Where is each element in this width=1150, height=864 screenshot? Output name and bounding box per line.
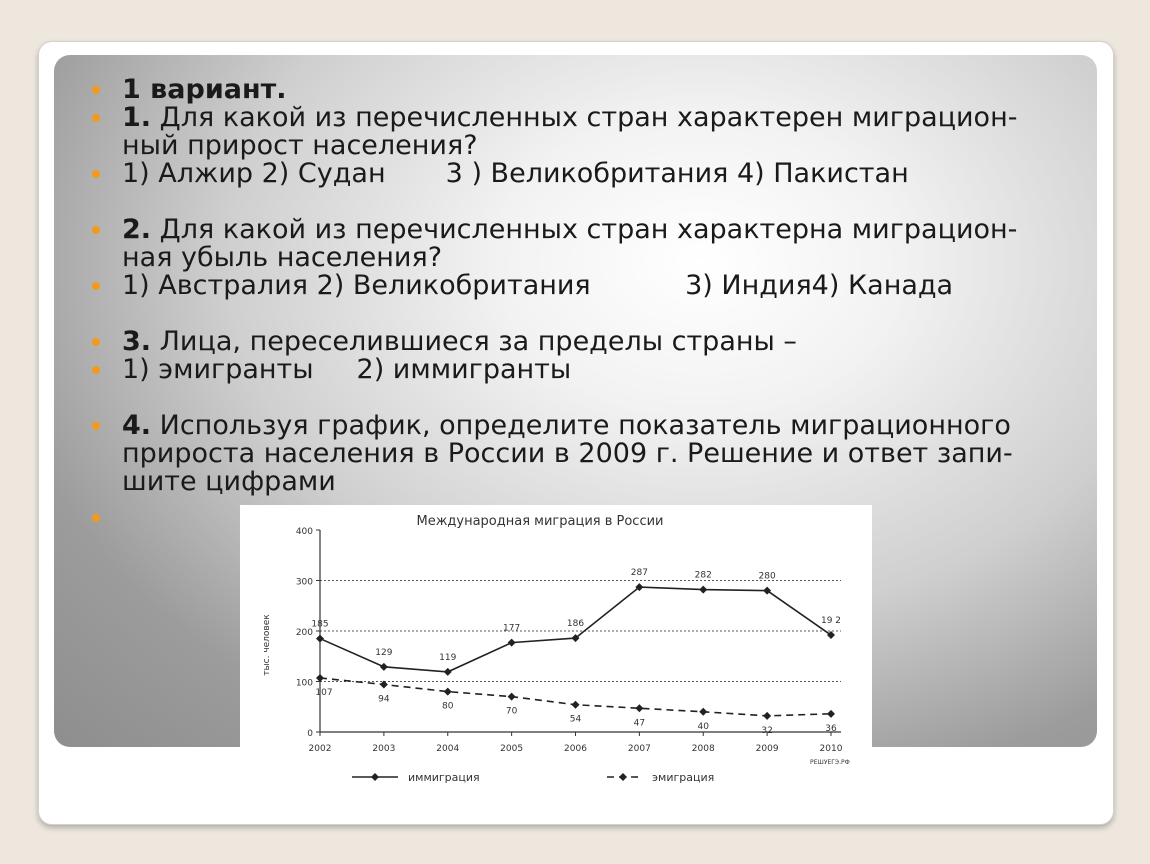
data-point — [444, 668, 452, 676]
bullet-q2-options: 1) Австралия 2) Великобритания 3) Индия4) Канада — [92, 272, 1052, 300]
bullet-variant: 1 вариант. — [92, 76, 1052, 104]
migration-chart — [240, 505, 872, 790]
data-label: 32 — [761, 725, 773, 736]
legend-label-emigration: эмиграция — [652, 771, 715, 784]
bullet-q2: 2. Для какой из перечисленных стран характерна миграцион-ная убыль населения? — [92, 216, 1052, 272]
x-tick-label: 2010 — [819, 744, 843, 754]
bullet-q3-options: 1) эмигранты 2) иммигранты — [92, 356, 1052, 384]
data-label: 19 2 — [820, 616, 842, 627]
data-label: 177 — [503, 623, 521, 634]
legend-label-immigration: иммиграция — [408, 771, 480, 784]
data-label: 40 — [697, 721, 709, 732]
chart-series — [311, 568, 841, 736]
data-label: 107 — [315, 687, 333, 698]
y-tick-label: 400 — [295, 527, 313, 537]
data-point — [508, 639, 516, 647]
x-tick-label: 2006 — [564, 744, 587, 754]
data-point — [572, 701, 580, 709]
data-point — [316, 635, 324, 643]
chart-watermark: РЕШУЕГЭ.РФ — [810, 759, 850, 766]
series-line-иммиграция — [320, 587, 831, 672]
series-line-эмиграция — [320, 678, 831, 716]
data-point — [444, 688, 452, 696]
data-label: 186 — [566, 619, 585, 630]
chart-title: Международная миграция в России — [416, 514, 664, 529]
x-tick-label: 2007 — [627, 744, 651, 754]
y-tick-label: 300 — [295, 577, 313, 588]
x-tick-label: 2008 — [691, 744, 715, 754]
bullet-q4: 4. Используя график, определите показатель миграционного прироста населения в России в 2009 г. Решение и ответ запи-шите цифрами — [92, 412, 1052, 496]
data-point — [827, 710, 835, 718]
data-label: 47 — [633, 718, 646, 729]
legend-marker-emigration — [619, 773, 627, 781]
bullet-q1: 1. Для какой из перечисленных стран характерен миграцион-ный прирост населения? — [92, 104, 1052, 160]
x-tick-label: 2003 — [372, 744, 396, 754]
y-tick-label: 0 — [307, 729, 313, 739]
data-point — [508, 693, 516, 701]
data-label: 287 — [630, 568, 648, 579]
data-label: 282 — [694, 570, 712, 581]
data-label: 280 — [758, 571, 776, 582]
data-point — [699, 586, 707, 594]
data-point — [635, 704, 643, 712]
data-label: 70 — [505, 706, 518, 717]
x-tick-label: 2009 — [755, 744, 779, 754]
x-tick-label: 2004 — [436, 744, 460, 754]
chart-ylabel: тыс. человек — [262, 614, 272, 676]
bullet-q3: 3. Лица, переселившиеся за пределы страны – — [92, 328, 1052, 356]
x-tick-label: 2005 — [500, 744, 524, 754]
data-label: 80 — [442, 701, 454, 712]
bullet-q1-options: 1) Алжир 2) Судан 3 ) Великобритания 4) Пакистан — [92, 160, 1052, 188]
chart-grid — [320, 581, 841, 682]
chart-legend — [352, 771, 714, 784]
data-label: 185 — [311, 619, 329, 630]
data-point — [316, 674, 324, 682]
legend-marker-immigration — [371, 773, 379, 781]
data-label: 129 — [375, 647, 393, 658]
y-tick-label: 200 — [295, 628, 313, 638]
data-point — [763, 712, 771, 720]
data-label: 119 — [439, 652, 457, 663]
data-label: 36 — [825, 723, 837, 734]
y-tick-label: 100 — [295, 678, 313, 689]
x-tick-label: 2002 — [308, 744, 332, 754]
data-point — [699, 708, 707, 716]
slide-content — [92, 76, 1052, 532]
chart-svg — [240, 505, 872, 790]
data-label: 94 — [378, 694, 390, 705]
data-label: 54 — [569, 714, 582, 725]
data-point — [380, 663, 388, 671]
